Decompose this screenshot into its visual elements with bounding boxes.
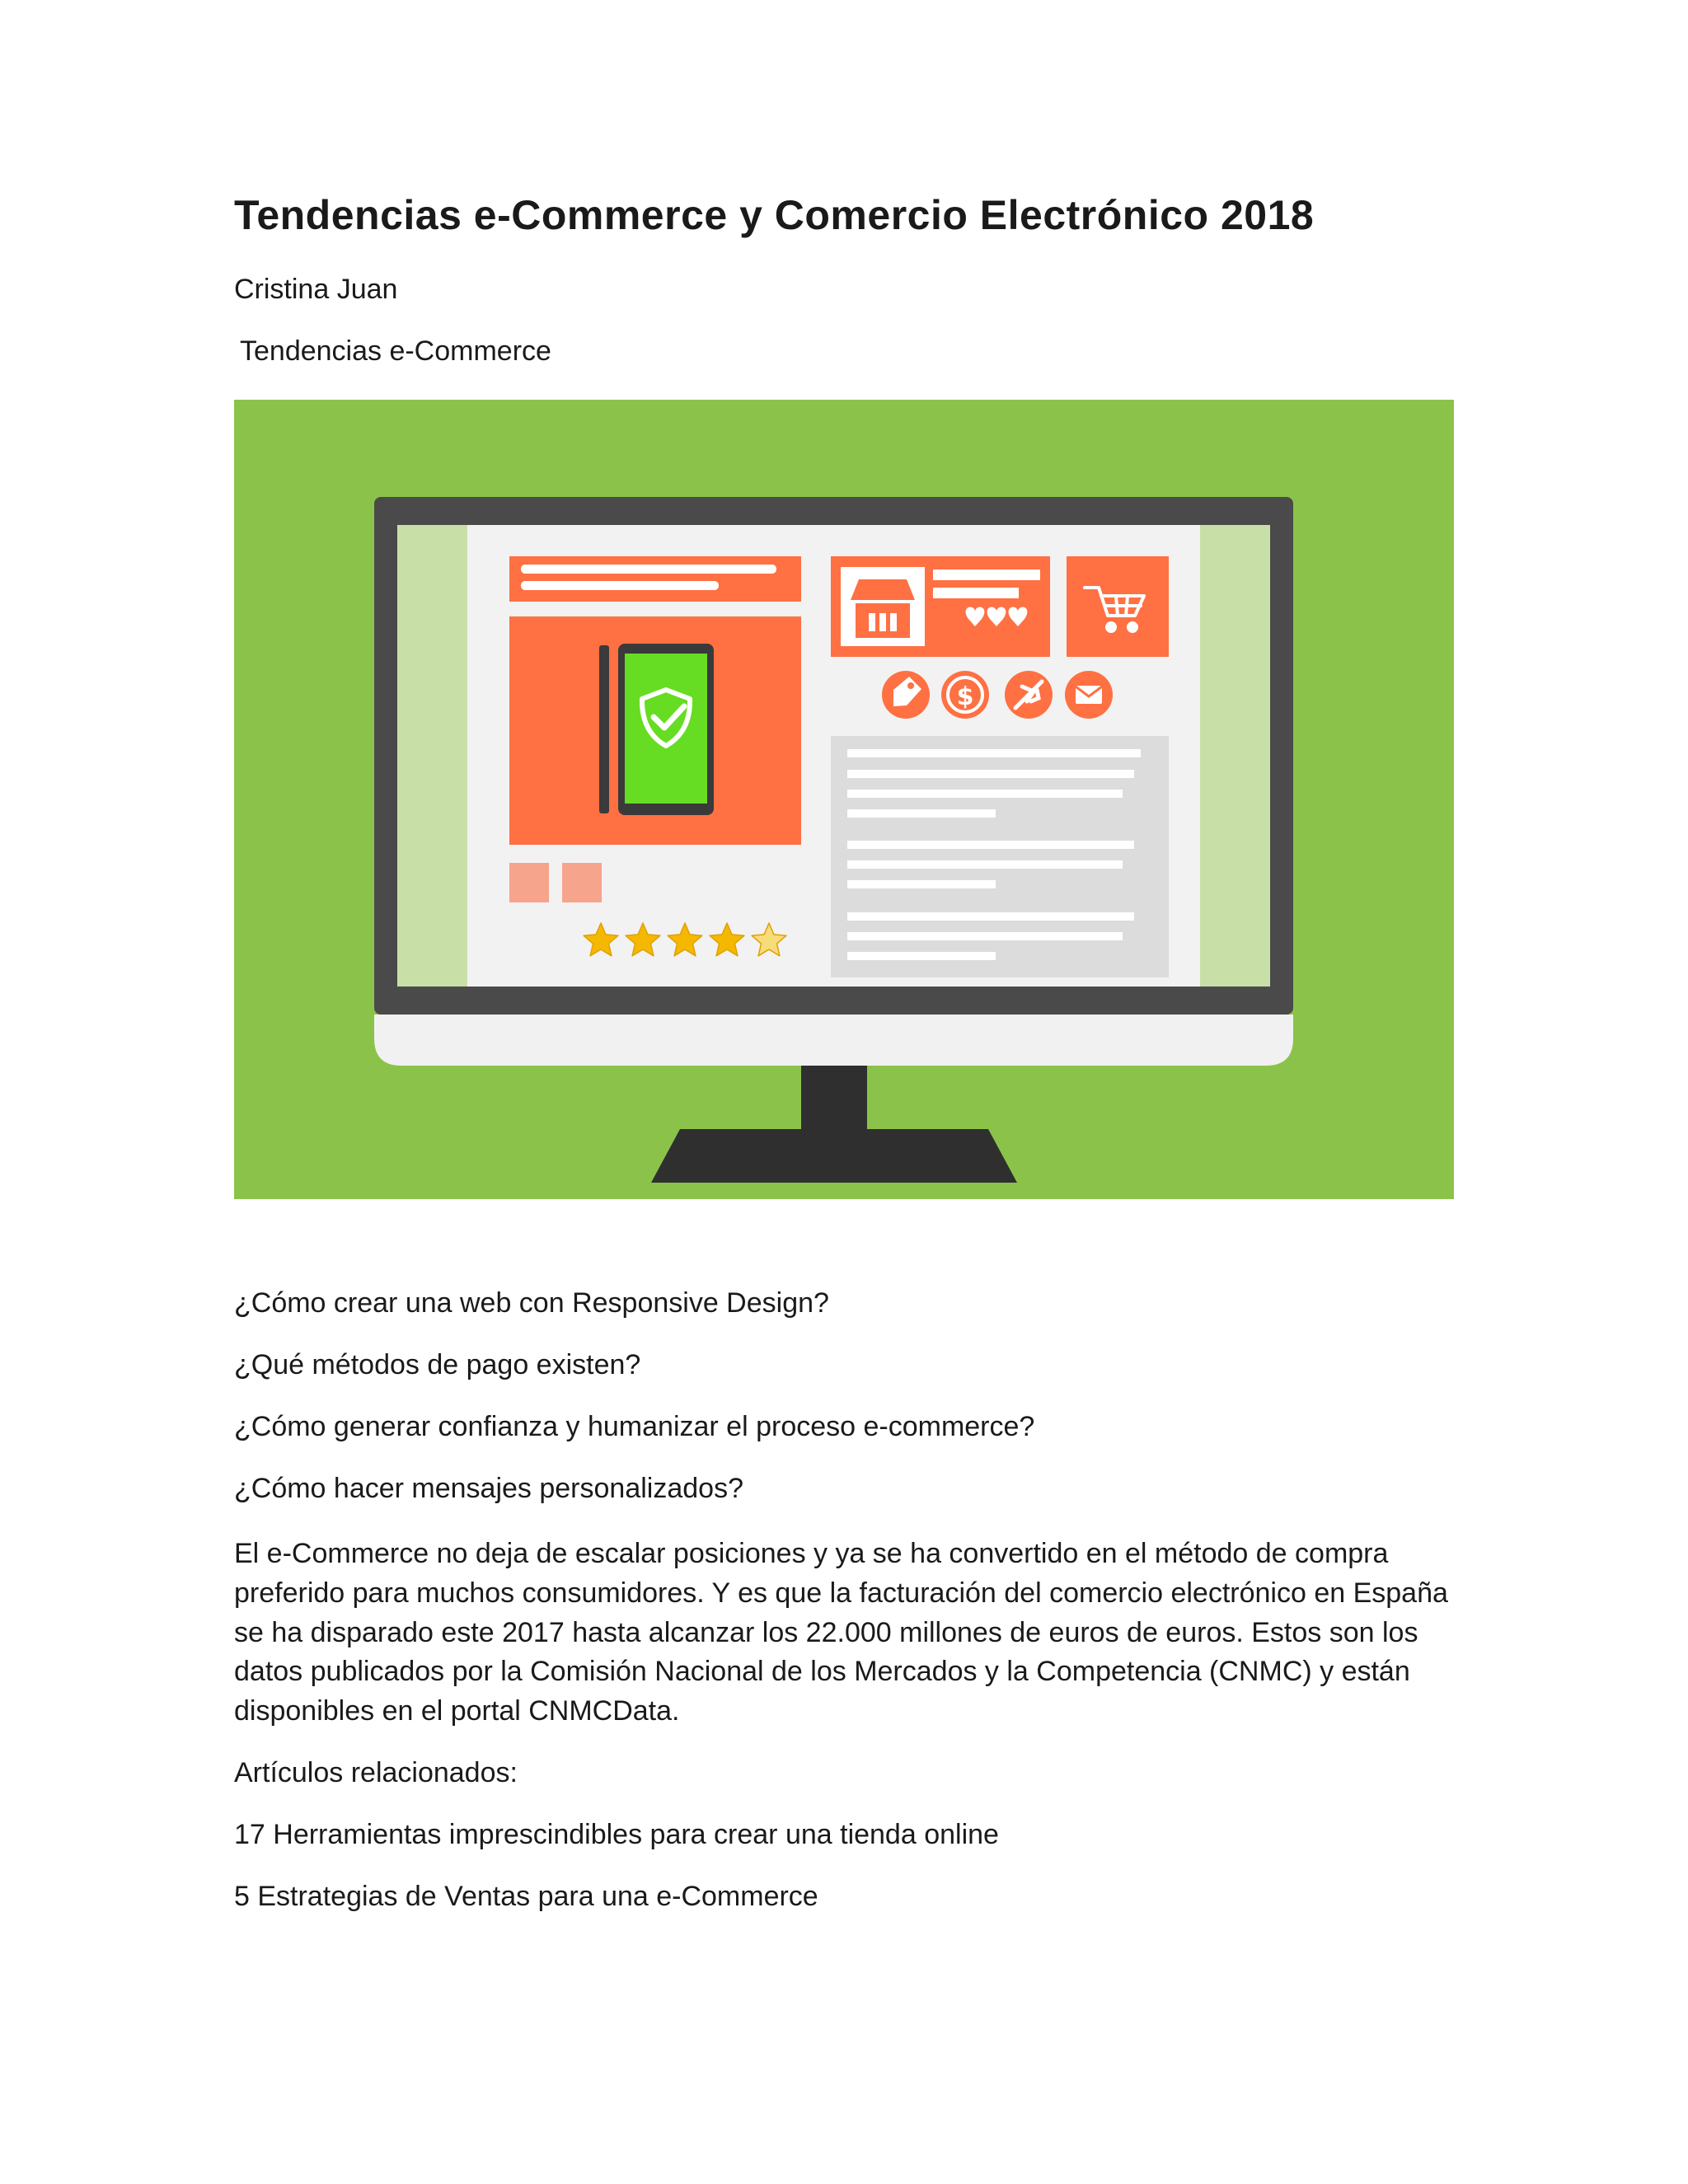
thumbnail [562,863,602,902]
related-heading: Artículos relacionados: [234,1757,518,1788]
related-article-link[interactable]: 17 Herramientas imprescindibles para crear una tienda online [234,1819,999,1850]
store-icon [851,579,915,638]
monitor-base [651,1129,1017,1183]
body-paragraph: El e-Commerce no deja de escalar posiciones y ya se ha convertido en el método de compra preferido para muchos consumidores. Y es que la facturación del comercio electrónico en España se ha disparado este 2017 hasta alcanzar los 22.000 millones de euros de euros. Estos son los datos publicados por la Comisión Nacional de los Mercados y la Competencia (CNMC) y están disponibles en el portal CNMCData. [234,1538,1448,1727]
tag-icon [882,671,930,719]
header-bar [509,556,801,602]
screen-right-margin [1200,525,1270,987]
mail-icon [1065,671,1113,719]
author-name: Cristina Juan [234,274,398,305]
document-title: Tendencias e-Commerce y Comercio Electrónico 2018 [234,192,1315,238]
thumbnail [509,863,549,902]
dollar-icon [941,671,989,719]
monitor-chin [374,1015,1293,1066]
question-item: ¿Qué métodos de pago existen? [234,1349,641,1380]
screen-left-margin [397,525,467,987]
question-item: ¿Cómo hacer mensajes personalizados? [234,1473,743,1504]
plane-icon [1005,671,1053,719]
question-item: ¿Cómo crear una web con Responsive Design? [234,1287,829,1319]
svg-text:$: $ [956,682,974,711]
question-item: ¿Cómo generar confianza y humanizar el proceso e-commerce? [234,1411,1035,1442]
image-caption: Tendencias e-Commerce [240,335,551,367]
ecommerce-illustration [234,400,1454,1199]
related-article-link[interactable]: 5 Estrategias de Ventas para una e-Commerce [234,1881,818,1912]
